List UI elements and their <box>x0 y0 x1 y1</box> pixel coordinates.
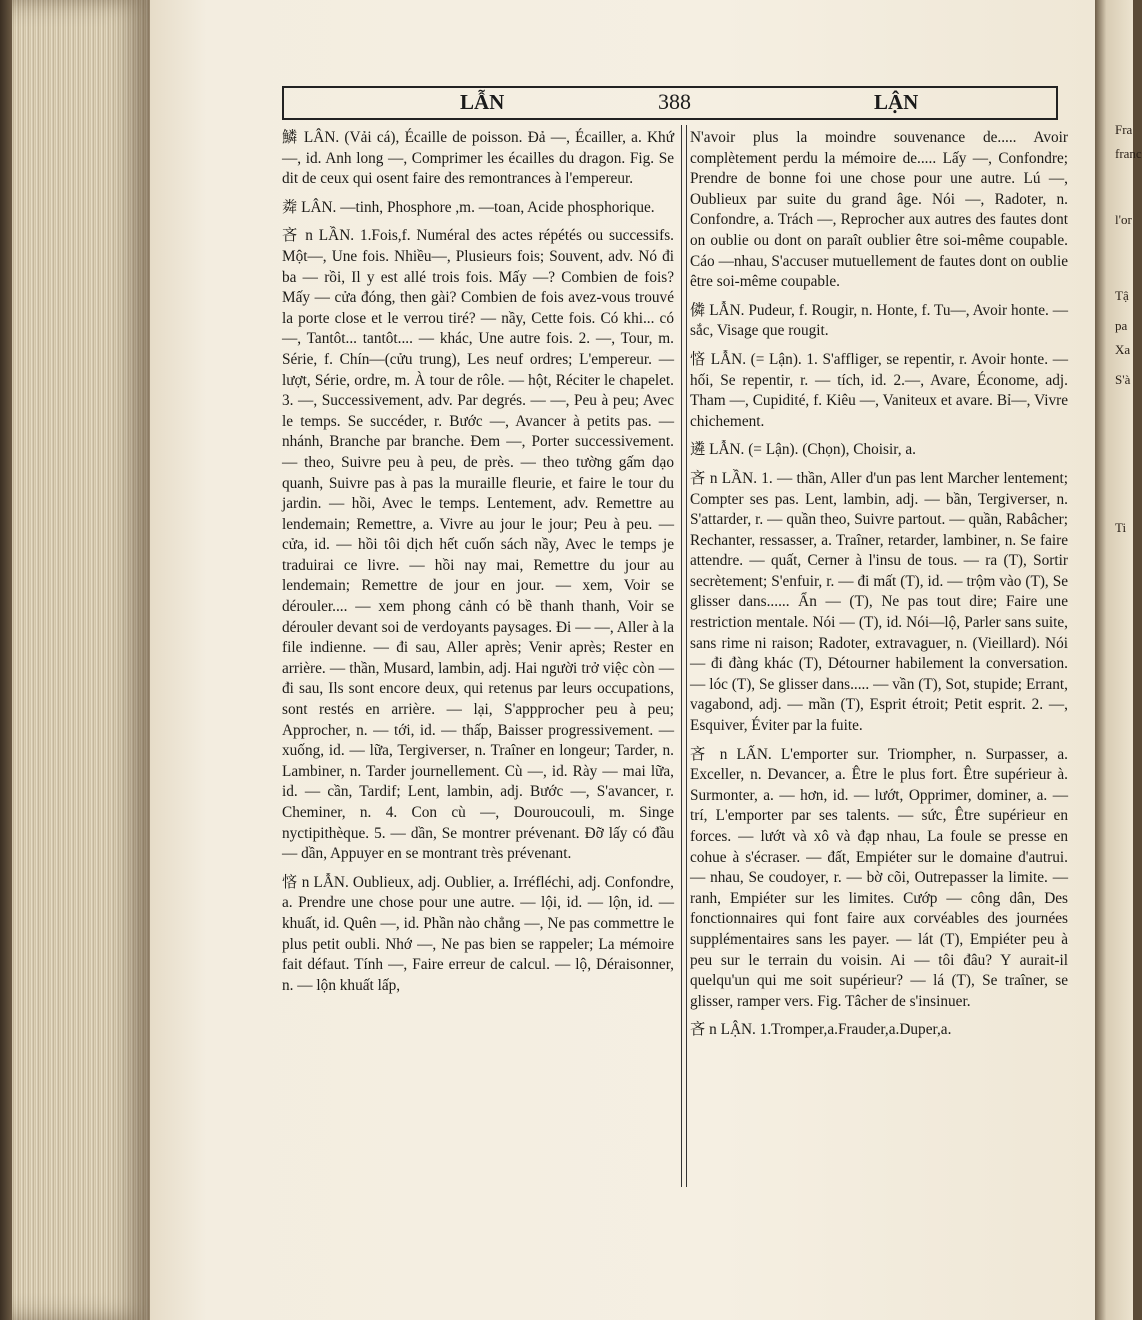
dictionary-entry <box>282 128 674 190</box>
dictionary-entry <box>690 1020 1068 1041</box>
entry-text: 遴 LẪN. (= Lận). (Chọn), Choisir, a. <box>690 441 916 459</box>
entry-text: N'avoir plus la moindre souvenance de..... Avoir complètement perdu la mémoire de..... Lấy —, Confondre; Prendre de bonne foi une chose pour une autre. Lú —, Oublieux par suite du grand âge. Nói —, Radoter, n. Confondre, a. Trách —, Reprocher aux autres des fautes dont on oublie ou dont on paraît oublier être soi-même coupable. Cáo —nhau, S'accuser mutuellement de fautes dont on oublie être soi-même coupable. <box>690 129 1068 291</box>
header-left-word: LẪN <box>460 90 505 114</box>
next-page-fragment: Ti <box>1115 520 1127 535</box>
entry-text: 吝 n LẦN. 1. — thần, Aller d'un pas lent Marcher lentement; Compter ses pas. Lent, lambin, adj. — bần, Tergiverser, n. S'attarder, r. — quần theo, Suivre partout. — quần, Rabâcher; Rechanter, ressasser, a. Traîner, retarder, lambiner, n. Se faire attendre. — quất, Cerner à l'insu de tous. — ra (T), Sortir secrètement; S'enfuir, r. — đi mất (T), id. — trộm vào (T), Se glisser dans...... Ẩn — (T), Ne pas tout dire; Faire une restriction mentale. Nói — (T), id. Nói—lộ, Parler sans suite, sans rime ni raison; Radoter, extravaguer, n. (Vieillard). Nói — đi đàng khác (T), Détourner habilement la conversation. — lóc (T), Se glisser dans..... — vần (T), Sot, stupide; Errant, vagabond, adj. — mần (T), Esprit étroit; Petit esprit. 2. —, Esquiver, Éviter par la fuite. <box>690 469 1068 735</box>
dictionary-entry <box>282 873 674 997</box>
entry-text: 悋 n LẪN. Oublieux, adj. Oublier, a. Irréfléchi, adj. Confondre, a. Prendre une chose pour une autre. — lội, id. — lộn, id. — khuất, id. Quên —, id. Phần nào chẳng —, Ne pas commettre le plus petit oubli. Nhớ —, Ne pas bien se rappeler; La mémoire fait défaut. Tính —, Faire erreur de calcul. — lộ, Déraisonner, n. — lộn khuất lấp, <box>282 873 674 994</box>
dictionary-entry <box>690 128 1068 293</box>
book-page-edges <box>0 0 150 1320</box>
dictionary-entry <box>690 745 1068 1013</box>
entry-text: 鱗 LÂN. (Vải cá), Écaille de poisson. Đả —, Écailler, a. Khứ —, id. Anh long —, Comprimer les écailles du dragon. Fig. Se dit de ceux qui osent faire des remontrances à l'empereur. <box>282 129 674 188</box>
next-page-fragment: l'or <box>1115 212 1132 227</box>
next-page-fragment: pa <box>1115 318 1128 333</box>
entry-text: 悋 LẪN. (= Lận). 1. S'affliger, se repentir, r. Avoir honte. — hối, Se repentir, r. — tích, id. 2.—, Avare, Économe, adj. Tham —, Cupidité, f. Kiêu —, Vaniteux et avare. Bỉ—, Vivre chichement. <box>690 350 1068 430</box>
entry-text: 粦 LÂN. —tinh, Phosphore ,m. —toan, Acide phosphorique. <box>282 198 655 216</box>
dictionary-entry <box>282 226 674 864</box>
next-page-fragment: Tậ <box>1115 288 1129 303</box>
next-page-strip <box>1095 0 1142 1320</box>
running-header <box>282 86 1058 120</box>
dictionary-entry <box>282 198 674 219</box>
column-divider <box>681 125 687 1187</box>
dictionary-entry <box>690 350 1068 432</box>
next-page-fragment: franc <box>1115 146 1142 161</box>
entry-text: 吝 n LẦN. 1.Fois,f. Numéral des actes répétés ou successifs. Một—, Une fois. Nhiều—, Plusieurs fois; Souvent, adv. Nó đi ba — rồi, Il y est allé trois fois. Mấy —? Combien de fois? Mấy — cửa đóng, then gài? Combien de fois avez-vous trouvé la porte close et le verrou tiré? — nầy, Cette fois. Có khi... có —, Tantôt... tantôt.... — khác, Une autre fois. 2. —, Tour, m. Série, f. Chín—(cửu trung), Les neuf ordres; L'empereur. — lượt, Série, ordre, m. À tour de rôle. — hột, Réciter le chapelet. 3. —, Successivement, adv. Par degrés. — —, Peu à peu; Avec le temps. Se succéder, r. Bước —, Avancer à petits pas. — nhánh, Branche par branche. Đem —, Porter successivement. — theo, Suivre peu à peu, de près. — theo tường gấm dạo quanh, Suivre pas à pas la muraille fleurie, et faire le tour du jardin. — hồi, Avec le temps. Lentement, adv. Remettre au lendemain; Remettre, a. Vivre au jour le jour; Peu à peu. — cửa, id. — hồi tôi dịch hết cuốn sách nầy, Avec le temps je traduirai ce livre. — hồi nay mai, Remettre du jour au lendemain; Remettre de jour en jour. — xem, Voir se dérouler.... — xem phong cảnh có bề thanh thanh, Voir se dérouler devant soi de verdoyants paysages. Đi — —, Aller à la file indienne. — đi sau, Aller après; Venir après; Rester en arrière. — thần, Musard, lambin, adj. Hai người trở việc còn — đi sau, Ils sont encore deux, qui retenus par leurs occupations, sont restés en arrière. — lại, S'appprocher peu à peu; Approcher, n. — tới, id. — thấp, Baisser progressivement. — xuống, id. — lữa, Tergiverser, n. Traîner en longeur; Tarder, n. Lambiner, n. Tarder journellement. Cù —, id. Rày — mai lữa, id. — cần, Tardif; Lent, lambin, adj. Bước —, S'avancer, r. Cheminer, n. 4. Con cù —, Douroucouli, m. Singe nyctipithèque. 5. — dần, Se montrer prévenant. Đỡ lấy có đầu — dần, Appuyer en se montrant très prévenant. <box>282 227 674 863</box>
right-column <box>690 128 1068 1049</box>
next-page-fragment: Xa <box>1115 342 1131 357</box>
dictionary-entry <box>690 301 1068 342</box>
page-number: 388 <box>658 89 691 114</box>
header-right-word: LẬN <box>874 90 919 114</box>
entry-text: 僯 LẪN. Pudeur, f. Rougir, n. Honte, f. Tu—, Avoir honte. — sắc, Visage que rougit. <box>690 301 1068 340</box>
next-page-fragment: Fra <box>1115 122 1133 137</box>
dictionary-entry <box>690 469 1068 737</box>
next-page-fragment: S'à <box>1115 372 1131 387</box>
entry-text: 吝 n LẬN. 1.Tromper,a.Frauder,a.Duper,a. <box>690 1021 952 1039</box>
left-column <box>282 128 674 1004</box>
dictionary-entry <box>690 440 1068 461</box>
entry-text: 吝 n LẤN. L'emporter sur. Triompher, n. Surpasser, a. Exceller, n. Devancer, a. Être le plus fort. Être supérieur à. Surmonter, a. — hơn, id. — lướt, Opprimer, dominer, a. — trí, L'emporter par ses talents. — sức, Être supérieur en forces. — lướt và xô và đạp nhau, La foule se presse en cohue à s'écraser. — đất, Empiéter sur le domaine d'autrui. — nhau, Se coudoyer, r. — bờ cõi, Outrepasser la limite. — ranh, Empiéter sur les limites. Cướp — công dân, Des fonctionnaires qui font faire aux corvéables des journées supplémentaires sans les payer. — lát (T), Empiéter peu à peu sur le terrain du voisin. Ai — tôi đâu? Y aurait-il quelqu'un qui me soit supérieur? — lá (T), Se traîner, se glisser, ramper vers. Fig. Tâcher de s'insinuer. <box>690 745 1068 1010</box>
